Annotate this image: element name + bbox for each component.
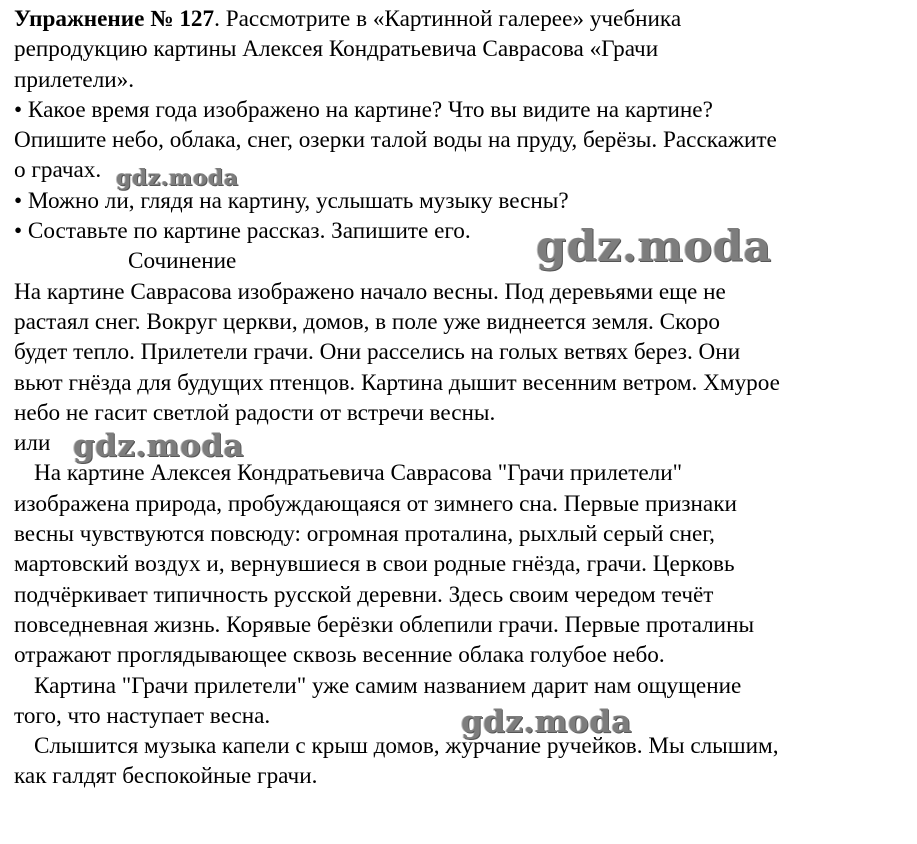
essay-p1-line: растаял снег. Вокруг церкви, домов, в поле уже виднеется земля. Скоро [14,308,720,335]
question-2: • Можно ли, глядя на картину, услышать музыку весны? [14,187,569,214]
question-1-line-3: о грачах. [14,157,102,184]
essay-p1-line: будет тепло. Прилетели грачи. Они расселись на голых ветвях берез. Они [14,339,741,366]
essay-p2-line: весны чувствуются повсюду: огромная проталина, рыхлый серый снег, [14,521,715,548]
watermark-logo: gdz.moda [73,428,244,464]
essay-p2-line: повседневная жизнь. Корявые берёзки облепили грачи. Первые проталины [14,611,755,638]
essay-p2-line: подчёркивает типичность русской деревни. Здесь своим чередом течёт [14,581,714,608]
question-1-line-2: Опишите небо, облака, снег, озерки талой воды на пруду, берёзы. Расскажите [14,127,777,154]
essay-p3-line: того, что наступает весна. [14,702,271,729]
essay-p3-line: Картина "Грачи прилетели" уже самим названием дарит нам ощущение [34,672,742,699]
essay-p2-line: изображена природа, пробуждающаяся от зимнего сна. Первые признаки [14,490,737,517]
document-text [14,4,909,792]
exercise-line-1 [14,4,909,34]
essay-p4-line: Слышится музыка капели с крыш домов, журчание ручейков. Мы слышим, [34,733,779,760]
watermark-logo: gdz.moda [536,222,772,272]
essay-heading: Сочинение [128,248,237,275]
essay-p2-line: отражают проглядывающее сквозь весенние облака голубое небо. [14,642,665,669]
essay-p1-line: На картине Саврасова изображено начало весны. Под деревьями еще не [14,278,726,305]
watermark-logo: gdz.moda [461,704,632,740]
watermark-logo: gdz.moda [116,165,239,191]
essay-p2-line: На картине Алексея Кондратьевича Саврасова "Грачи прилетели" [34,460,683,487]
essay-p1-line: вьют гнёзда для будущих птенцов. Картина дышит весенним ветром. Хмурое [14,369,780,396]
essay-p4-line: как галдят беспокойные грачи. [14,763,318,790]
or-label: или [14,430,51,457]
essay-p2-line: мартовский воздух и, вернувшиеся в свои родные гнёзда, грачи. Церковь [14,551,735,578]
question-3: • Составьте по картине рассказ. Запишите его. [14,218,471,245]
exercise-intro-2: репродукцию картины Алексея Кондратьевича Саврасова «Грачи [14,36,659,63]
exercise-title: Упражнение № 127 [14,6,215,32]
essay-p1-line: небо не гасит светлой радости от встречи весны. [14,399,496,426]
exercise-intro-3: прилетели». [14,66,135,93]
question-1-line-1: • Какое время года изображено на картине? Что вы видите на картине? [14,96,713,123]
exercise-intro-1: . Рассмотрите в «Картинной галерее» учебника [214,6,682,32]
